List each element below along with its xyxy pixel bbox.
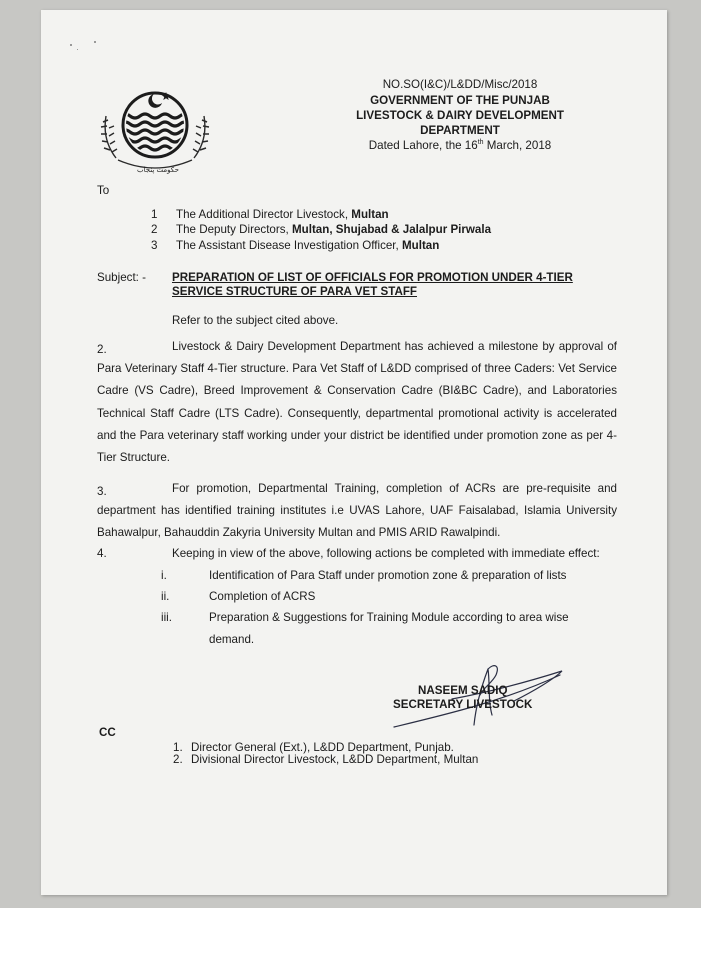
refer-line: Refer to the subject cited above. — [172, 314, 339, 327]
punjab-government-emblem — [96, 80, 214, 172]
recipient-location: Multan — [351, 208, 389, 221]
cc-text: Director General (Ext.), L&DD Department, Punjab. — [191, 741, 454, 754]
recipient-text: The Assistant Disease Investigation Officer, — [176, 239, 402, 252]
action-number: ii. — [161, 590, 170, 603]
recipient-line — [176, 238, 439, 253]
action-number: i. — [161, 569, 167, 582]
recipient-number: 1 — [151, 208, 158, 221]
action-number: iii. — [161, 611, 172, 624]
subject-line2: SERVICE STRUCTURE OF PARA VET STAFF — [172, 285, 417, 298]
department-name-line2: DEPARTMENT — [420, 124, 500, 137]
paragraph-4-number: 4. — [97, 547, 107, 560]
recipient-location: Multan — [401, 239, 440, 252]
paragraph-3-number: 3. — [97, 485, 107, 498]
emblem-caption: حکومت پنجاب — [137, 166, 179, 174]
action-text: Identification of Para Staff under promotion zone & preparation of lists — [209, 569, 567, 582]
subject-label: Subject: - — [97, 271, 146, 284]
signatory-title: SECRETARY LIVESTOCK — [393, 698, 533, 711]
government-name: GOVERNMENT OF THE PUNJAB — [370, 94, 550, 107]
cc-text: Divisional Director Livestock, L&DD Department, Multan — [191, 753, 479, 766]
paragraph-2-number: 2. — [97, 343, 107, 356]
department-name-line1: LIVESTOCK & DAIRY DEVELOPMENT — [356, 109, 564, 122]
recipient-number: 2 — [151, 223, 158, 236]
paragraph-4-intro: Keeping in view of the above, following actions be completed with immediate effect: — [172, 547, 600, 560]
cc-number: 2. — [173, 753, 183, 766]
paragraph-3: For promotion, Departmental Training, completion of ACRs are pre-requisite and department has identified training institutes i.e UVAS Lahore, UAF Faisalabad, Islamia University Bahawalpur, Bahauddin Zakyria University Multan and PMIS ARID Rawalpindi. — [97, 482, 617, 540]
reference-number: NO.SO(I&C)/L&DD/Misc/2018 — [382, 78, 538, 91]
date-ordinal: th — [477, 139, 484, 147]
paragraph-2: Livestock & Dairy Development Department has achieved a milestone by approval of Para Veterinary Staff 4-Tier structure. Para Vet Staff of L&DD comprised of three Caders: Vet Service Cadre (VS Cadre), Breed Improvement & Conservation Cadre (BI&BC Cadre), and Laboratories Technical Staff Cadre (LTS Cadre). Consequently, departmental promotional activity is accelerated and the Para veterinary staff working under your district be identified under promotion zone as per 4-Tier Structure. — [97, 340, 617, 465]
date-suffix: March, 2018 — [483, 139, 552, 152]
recipient-location: Multan, Shujabad & Jalalpur Pirwala — [291, 223, 492, 236]
recipient-text: The Additional Director Livestock, — [176, 208, 352, 221]
paper-speck — [94, 41, 96, 43]
action-text: Preparation & Suggestions for Training Module according to area wise demand. — [209, 611, 569, 646]
recipient-text: The Deputy Directors, — [176, 223, 292, 236]
recipient-number: 3 — [151, 239, 158, 252]
cc-label: CC — [99, 726, 116, 739]
subject-line1: PREPARATION OF LIST OF OFFICIALS FOR PROMOTION UNDER 4-TIER — [172, 271, 573, 284]
paper-speck — [70, 44, 72, 46]
paper-speck — [77, 49, 78, 50]
date-prefix: Dated Lahore, the 16 — [368, 139, 478, 152]
recipient-line — [176, 207, 389, 222]
cc-number: 1. — [173, 741, 183, 754]
action-text: Completion of ACRS — [209, 590, 316, 603]
recipient-line — [176, 222, 491, 237]
signatory-name: NASEEM SADIQ — [418, 684, 508, 697]
to-label: To — [97, 184, 110, 197]
letter-date — [340, 138, 580, 153]
